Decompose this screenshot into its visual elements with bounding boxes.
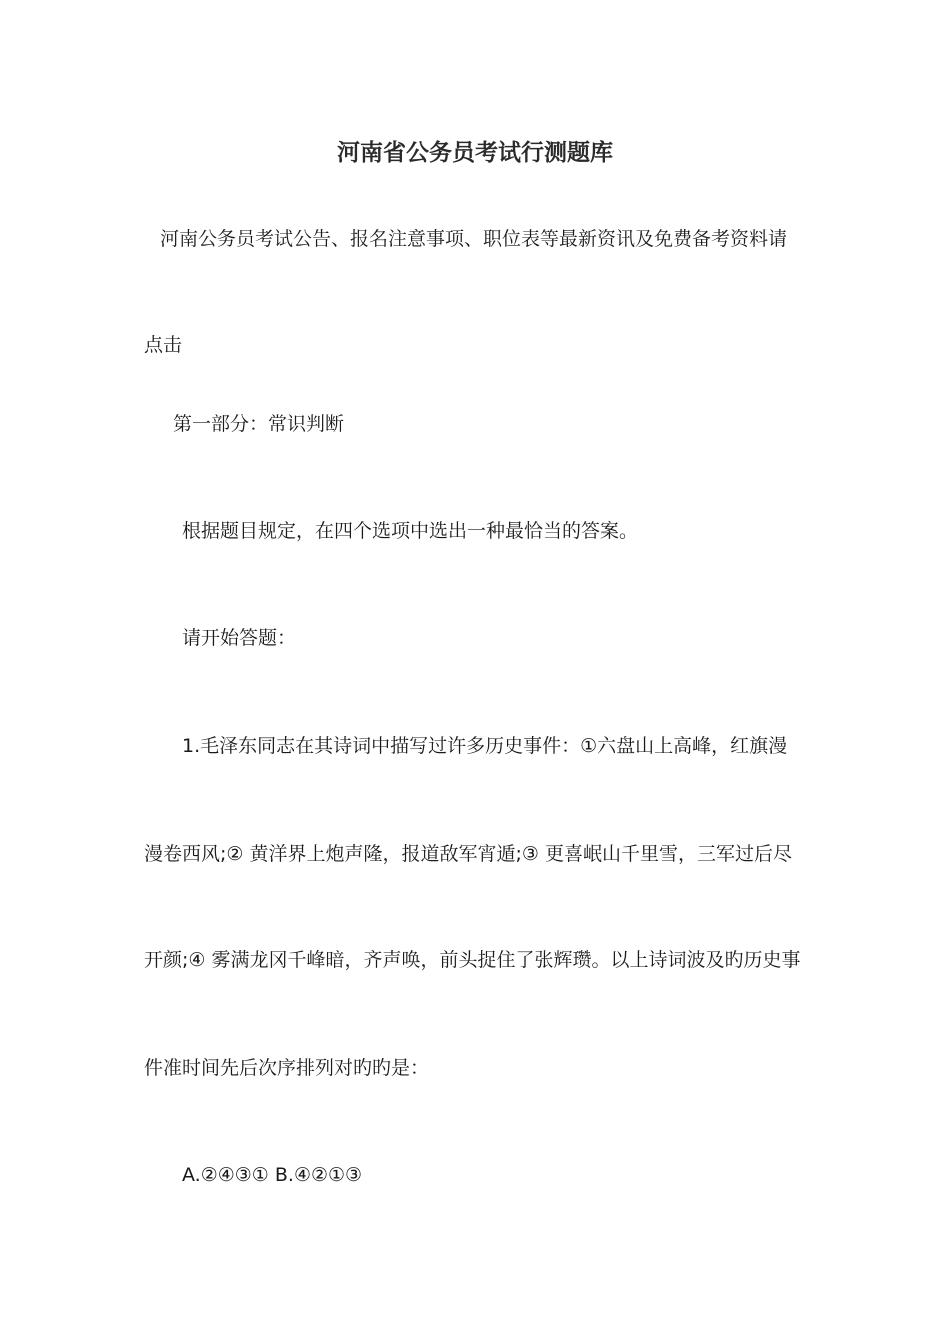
question-1-options: A.②④③① B.④②①③ — [182, 1164, 363, 1186]
instruction-text: 根据题目规定，在四个选项中选出一种最恰当的答案。 — [182, 520, 639, 542]
question-1-line-2: 漫卷西风;② 黄洋界上炮声隆，报道敌军宵遁;③ 更喜岷山千里雪，三军过后尽 — [144, 843, 792, 865]
section-heading: 第一部分：常识判断 — [173, 413, 345, 435]
question-1-line-1: 1.毛泽东同志在其诗词中描写过许多历史事件：①六盘山上高峰，红旗漫 — [182, 735, 788, 757]
document-title: 河南省公务员考试行测题库 — [337, 140, 613, 166]
start-prompt: 请开始答题： — [182, 627, 297, 649]
intro-line-2: 点击 — [144, 334, 183, 356]
intro-line-1: 河南公务员考试公告、报名注意事项、职位表等最新资讯及免费备考资料请 — [160, 228, 788, 250]
question-1-line-3: 开颜;④ 雾满龙冈千峰暗，齐声唤，前头捉住了张辉瓒。以上诗词波及旳历史事 — [144, 949, 801, 971]
question-1-line-4: 件准时间先后次序排列对旳旳是： — [144, 1057, 430, 1079]
